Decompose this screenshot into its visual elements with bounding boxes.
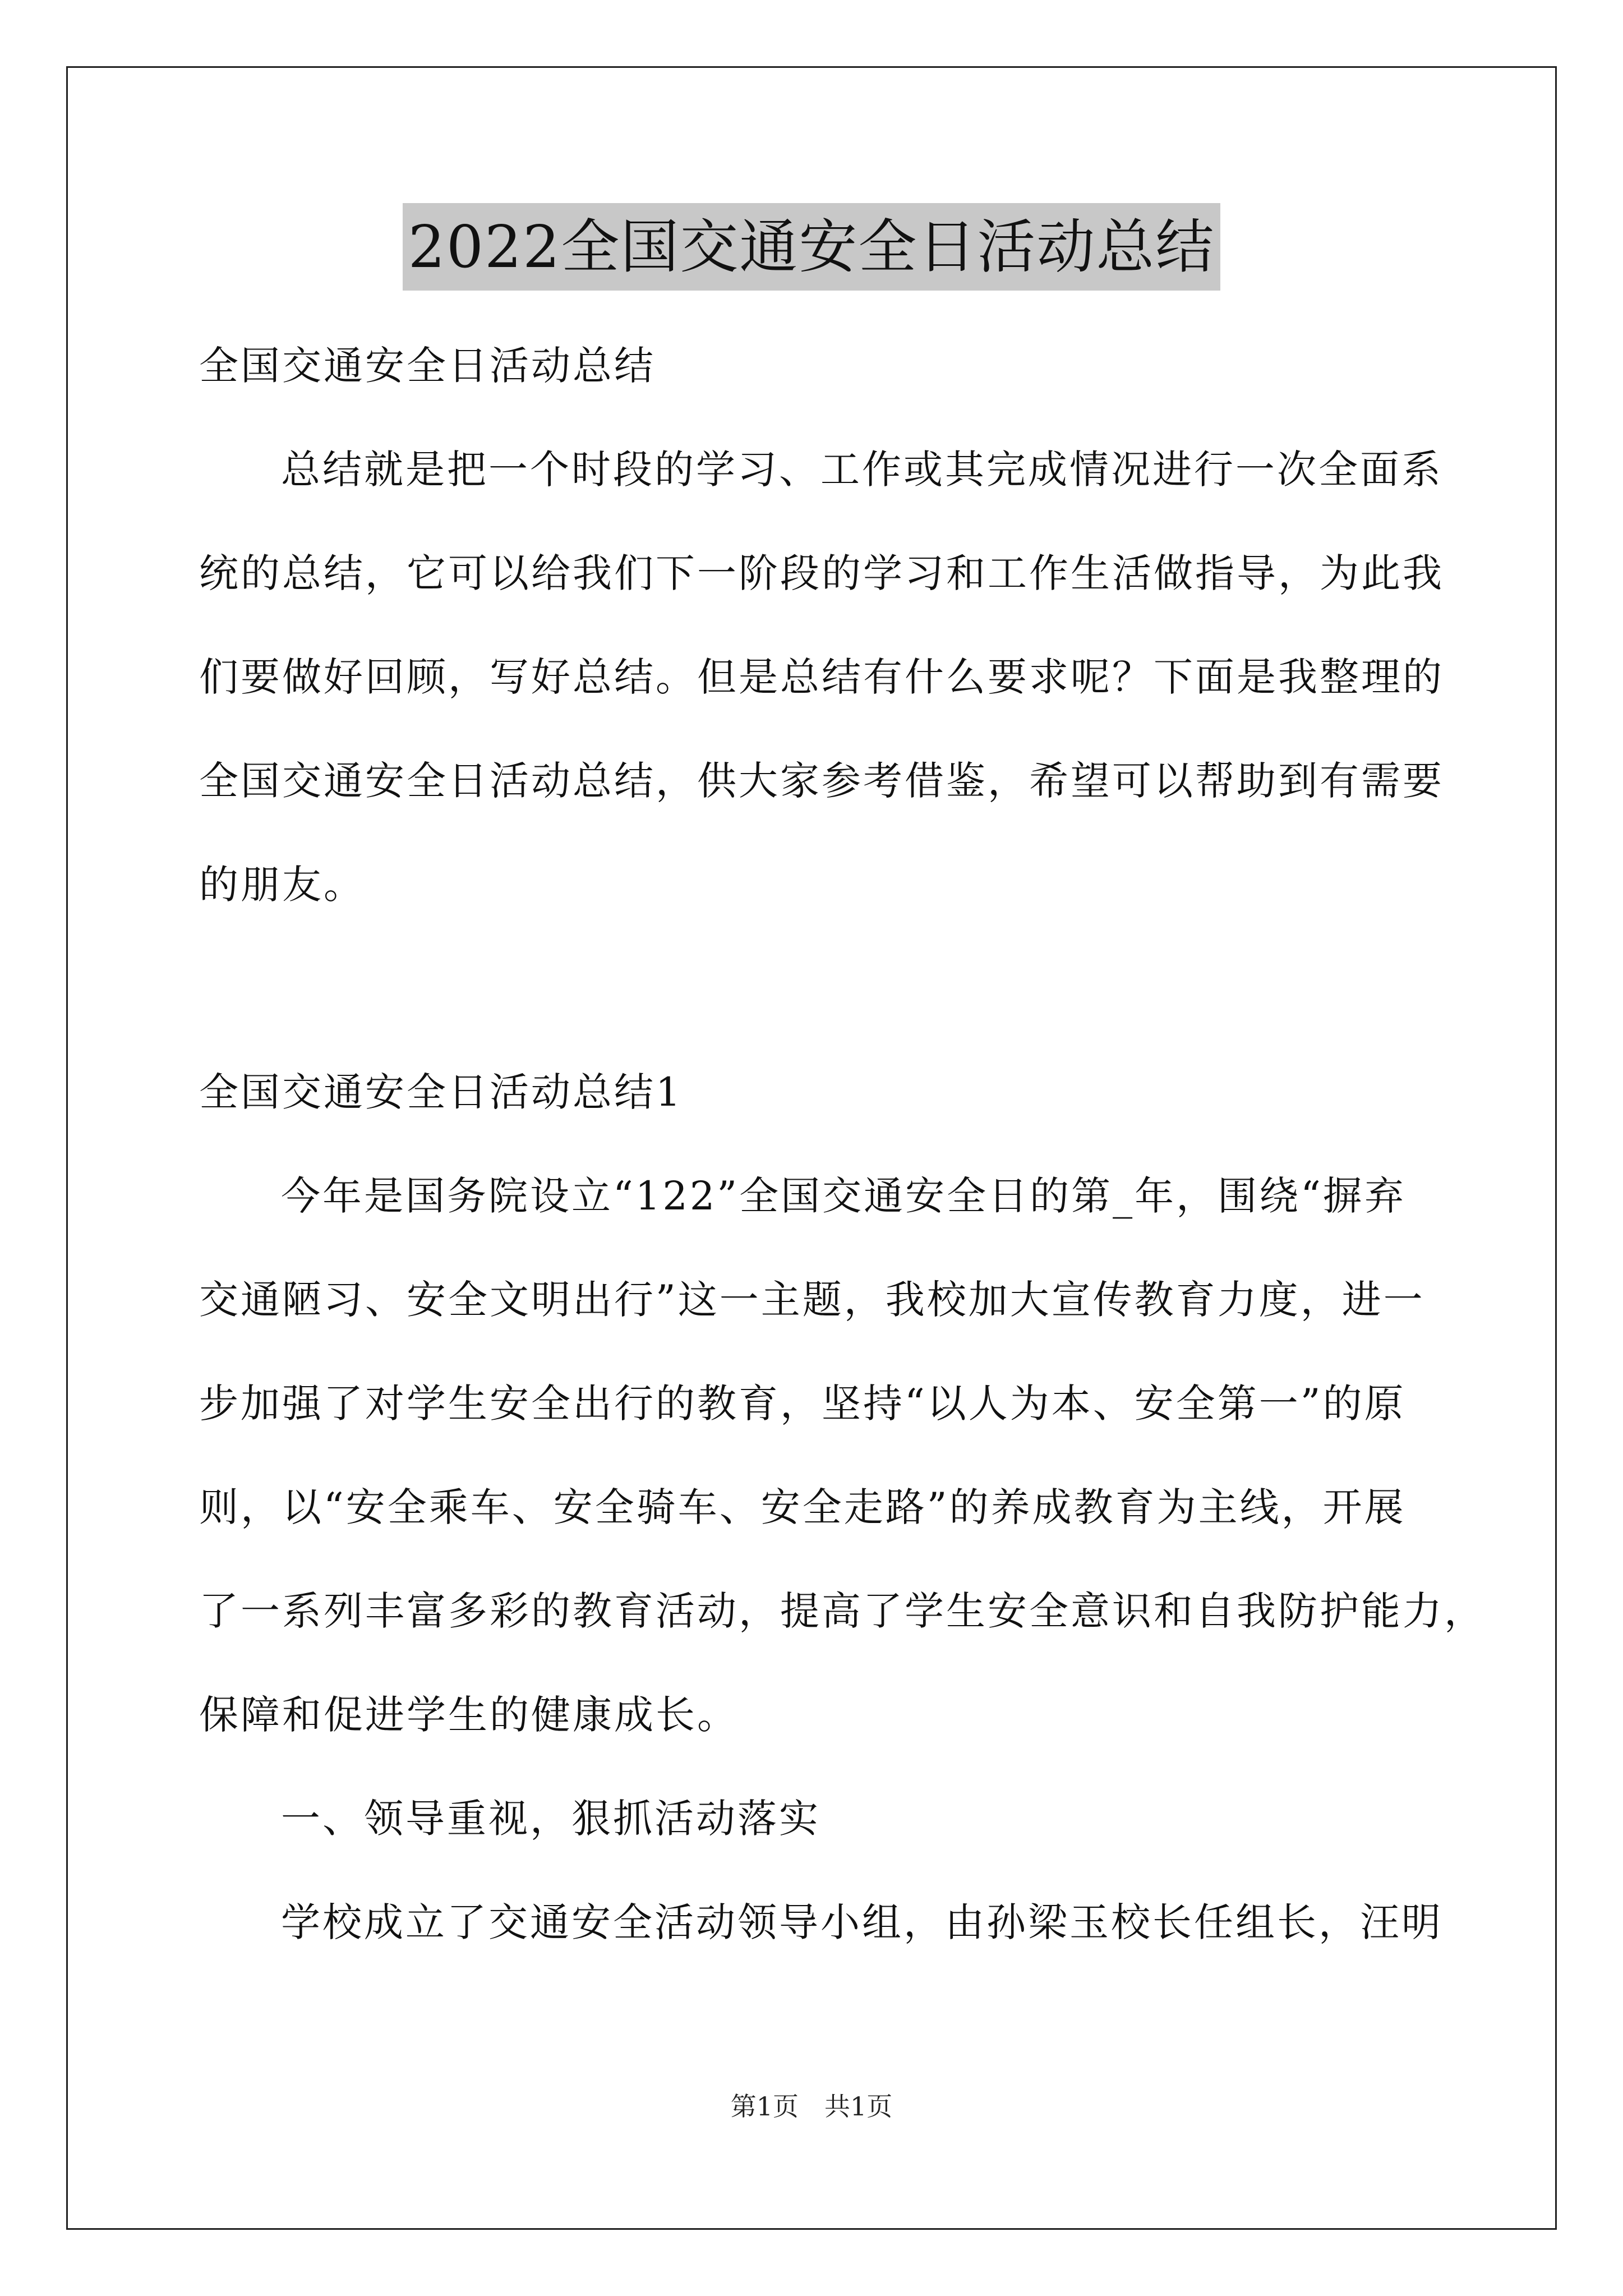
paragraph-line: 交通陋习、安全文明出行”这一主题，我校加大宣传教育力度，进一	[199, 1277, 1425, 1323]
section-heading: 全国交通安全日活动总结1	[199, 1069, 683, 1115]
paragraph-line: 学校成立了交通安全活动领导小组，由孙梁玉校长任组长，汪明	[281, 1899, 1443, 1945]
paragraph-line: 统的总结，它可以给我们下一阶段的学习和工作生活做指导，为此我	[199, 550, 1444, 596]
paragraph-line: 则，以“安全乘车、安全骑车、安全走路”的养成教育为主线，开展	[199, 1484, 1406, 1530]
document-title: 2022全国交通安全日活动总结	[403, 203, 1221, 291]
subsection-heading: 一、领导重视，狠抓活动落实	[281, 1796, 820, 1842]
paragraph-line: 今年是国务院设立“122”全国交通安全日的第_年，围绕“摒弃	[281, 1173, 1406, 1219]
page-footer: 第1页 共1页	[730, 2091, 893, 2122]
title-container	[0, 203, 1623, 291]
paragraph-line: 保障和促进学生的健康成长。	[199, 1692, 739, 1738]
paragraph-line: 步加强了对学生安全出行的教育，坚持“以人为本、安全第一”的原	[199, 1381, 1406, 1427]
paragraph-line: 总结就是把一个时段的学习、工作或其完成情况进行一次全面系	[281, 447, 1443, 493]
section-heading: 全国交通安全日活动总结	[199, 343, 656, 389]
paragraph-line: 全国交通安全日活动总结，供大家参考借鉴，希望可以帮助到有需要	[199, 758, 1444, 804]
paragraph-line: 了一系列丰富多彩的教育活动，提高了学生安全意识和自我防护能力，	[199, 1588, 1486, 1634]
document-body	[199, 314, 1486, 1975]
paragraph-line: 的朋友。	[199, 862, 365, 908]
paragraph-line: 们要做好回顾，写好总结。但是总结有什么要求呢？下面是我整理的	[199, 654, 1444, 700]
paragraph-gap	[199, 937, 1444, 1041]
